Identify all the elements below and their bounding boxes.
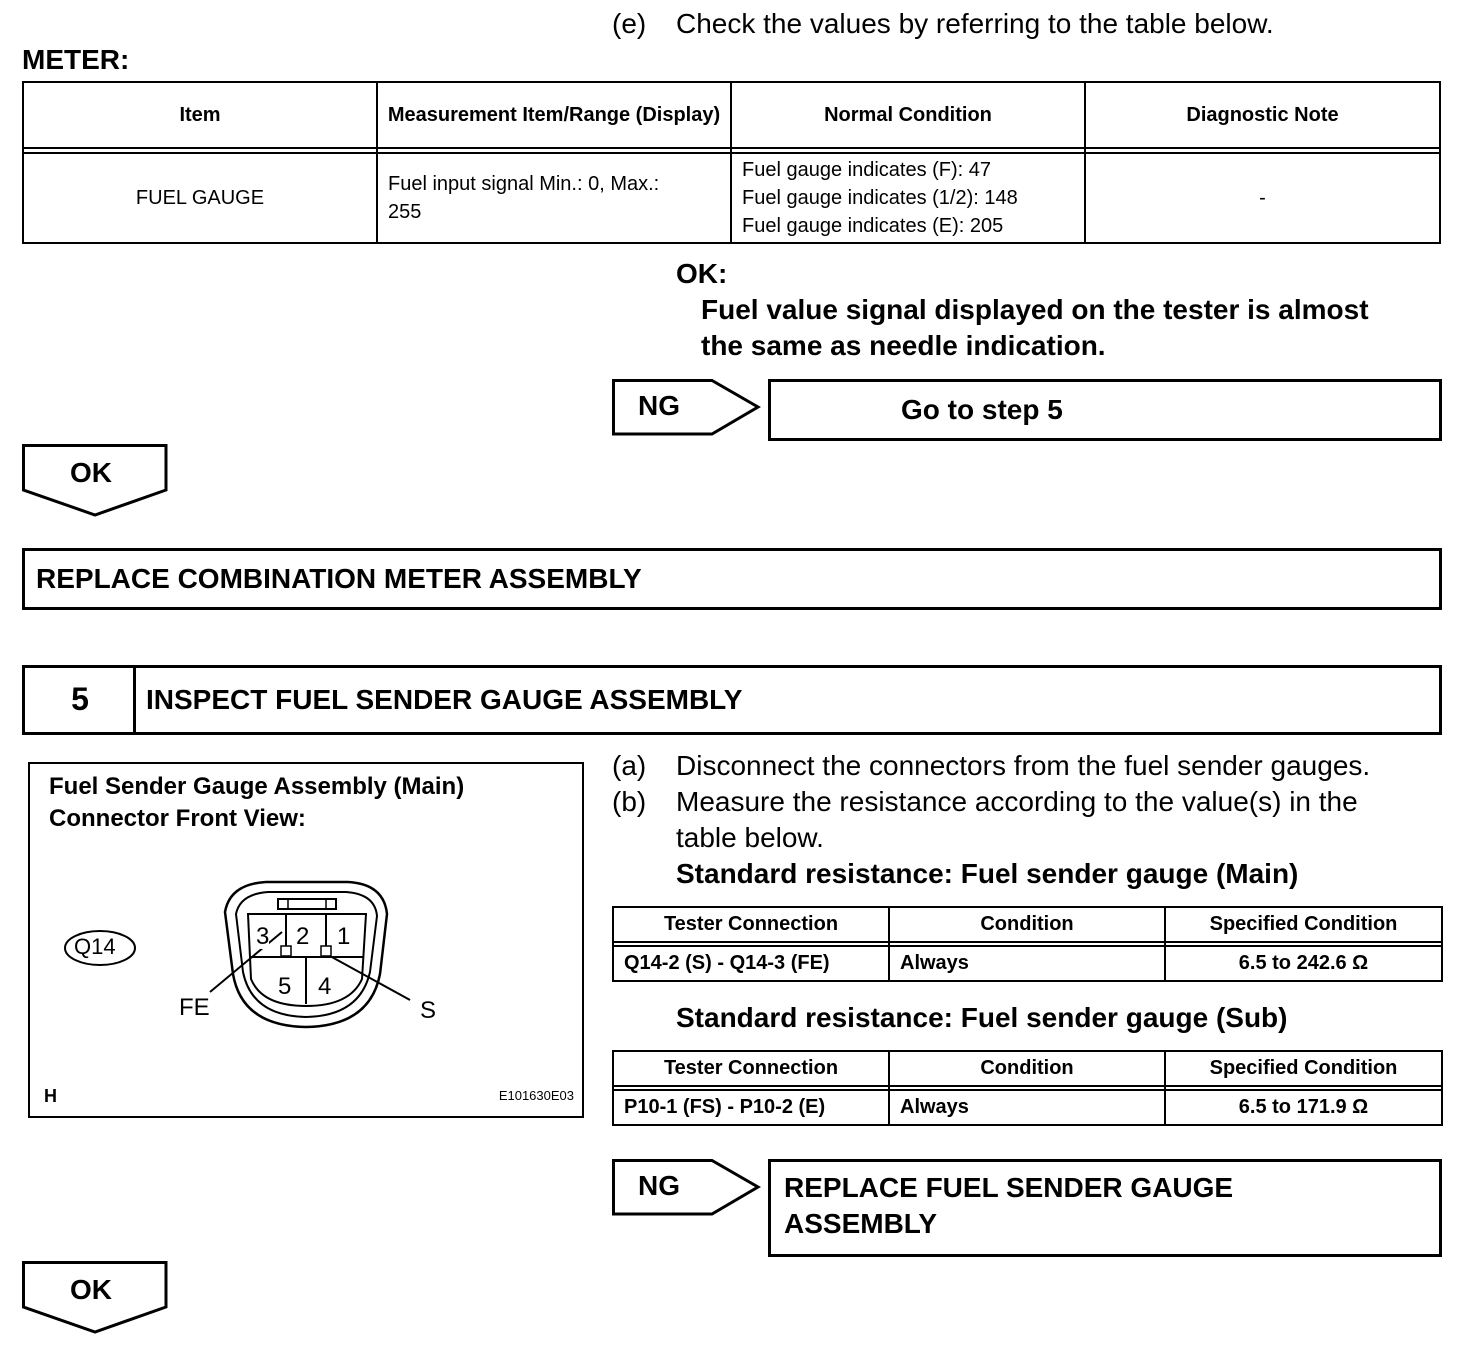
meter-range-cell <box>377 153 731 243</box>
instruction-b <box>612 786 1358 818</box>
meter-col-item: Item <box>23 82 377 148</box>
ng-label-1: NG <box>638 390 680 421</box>
figure-corner-h: H <box>44 1086 57 1106</box>
main-col-specified: Specified Condition <box>1165 907 1442 942</box>
main-table-header <box>613 907 1442 942</box>
instruction-b-text: Measure the resistance according to the value(s) in the <box>676 786 1358 817</box>
instruction-e-marker: (e) <box>612 8 647 39</box>
table-row <box>23 153 1440 243</box>
replace-sender-line2: ASSEMBLY <box>784 1208 938 1239</box>
meter-table-header <box>23 82 1440 148</box>
meter-item-cell: FUEL GAUGE <box>23 153 377 243</box>
meter-normal-cell <box>731 153 1085 243</box>
replace-sender-line1: REPLACE FUEL SENDER GAUGE <box>784 1172 1234 1203</box>
sub-resistance-table <box>612 1050 1443 1126</box>
meter-table <box>22 81 1441 244</box>
sub-condition-cell: Always <box>889 1090 1165 1125</box>
pin-3: 3 <box>256 923 270 950</box>
connector-id: Q14 <box>74 934 116 959</box>
instruction-e-text: Check the values by referring to the table below. <box>676 8 1274 39</box>
sub-col-tester: Tester Connection <box>613 1051 889 1086</box>
pin-2: 2 <box>296 923 310 950</box>
ok-condition-line2: the same as needle indication. <box>701 330 1106 361</box>
label-s: S <box>420 997 437 1024</box>
meter-heading: METER: <box>22 44 130 75</box>
pin-5: 5 <box>278 973 292 1000</box>
main-col-condition: Condition <box>889 907 1165 942</box>
ok-label-1: OK <box>70 457 112 488</box>
instruction-a-text: Disconnect the connectors from the fuel sender gauges. <box>676 750 1371 781</box>
pin-1: 1 <box>337 923 351 950</box>
main-resistance-table <box>612 906 1443 982</box>
ng-arrow-1 <box>612 379 762 437</box>
meter-range-line2: 255 <box>388 201 422 223</box>
ng-label-2: NG <box>638 1170 680 1201</box>
ok-condition-line1: Fuel value signal displayed on the tester is almost <box>701 294 1369 325</box>
ng-arrow-2 <box>612 1159 762 1217</box>
meter-normal-f: Fuel gauge indicates (F): 47 <box>742 159 992 181</box>
step5-divider <box>133 668 136 732</box>
replace-sender-box[interactable] <box>768 1159 1442 1257</box>
main-specified-cell: 6.5 to 242.6 Ω <box>1165 946 1442 981</box>
main-table-caption: Standard resistance: Fuel sender gauge (Main) <box>676 858 1299 889</box>
connector-latch <box>278 899 336 909</box>
sub-col-condition: Condition <box>889 1051 1165 1086</box>
step5-number: 5 <box>71 681 89 717</box>
instruction-b-marker: (b) <box>612 786 647 817</box>
figure-title-line2: Connector Front View: <box>49 805 306 832</box>
instruction-a-marker: (a) <box>612 750 647 781</box>
s-leader-line <box>330 956 410 1000</box>
ok-label-2: OK <box>70 1274 112 1305</box>
sub-table-caption: Standard resistance: Fuel sender gauge (Sub) <box>676 1002 1288 1033</box>
table-row <box>613 946 1442 981</box>
connector-figure <box>28 762 584 1118</box>
replace-meter-text: REPLACE COMBINATION METER ASSEMBLY <box>36 563 642 594</box>
instruction-e <box>612 8 1274 40</box>
meter-col-note: Diagnostic Note <box>1085 82 1440 148</box>
sub-table-header <box>613 1051 1442 1086</box>
step5-title: INSPECT FUEL SENDER GAUGE ASSEMBLY <box>146 684 743 715</box>
meter-col-normal: Normal Condition <box>731 82 1085 148</box>
go-to-step-5-box[interactable] <box>768 379 1442 441</box>
meter-range-line1: Fuel input signal Min.: 0, Max.: <box>388 173 660 195</box>
figure-title-line1: Fuel Sender Gauge Assembly (Main) <box>49 773 465 800</box>
sub-specified-cell: 6.5 to 171.9 Ω <box>1165 1090 1442 1125</box>
ok-condition-label: OK: <box>676 258 728 289</box>
sub-tester-cell: P10-1 (FS) - P10-2 (E) <box>613 1090 889 1125</box>
sub-col-specified: Specified Condition <box>1165 1051 1442 1086</box>
go-to-step-5-text: Go to step 5 <box>901 394 1063 425</box>
replace-meter-box[interactable] <box>22 548 1442 610</box>
table-row <box>613 1090 1442 1125</box>
label-fe: FE <box>179 994 210 1021</box>
step5-header <box>22 665 1442 735</box>
instruction-b-cont: table below. <box>676 822 824 853</box>
main-condition-cell: Always <box>889 946 1165 981</box>
figure-code: E101630E03 <box>498 1088 574 1103</box>
instruction-a <box>612 750 1371 782</box>
main-tester-cell: Q14-2 (S) - Q14-3 (FE) <box>613 946 889 981</box>
pin-4: 4 <box>318 973 332 1000</box>
main-col-tester: Tester Connection <box>613 907 889 942</box>
meter-normal-half: Fuel gauge indicates (1/2): 148 <box>742 187 1018 209</box>
meter-normal-e: Fuel gauge indicates (E): 205 <box>742 215 1004 237</box>
meter-col-range: Measurement Item/Range (Display) <box>377 82 731 148</box>
meter-note-cell: - <box>1085 153 1440 243</box>
